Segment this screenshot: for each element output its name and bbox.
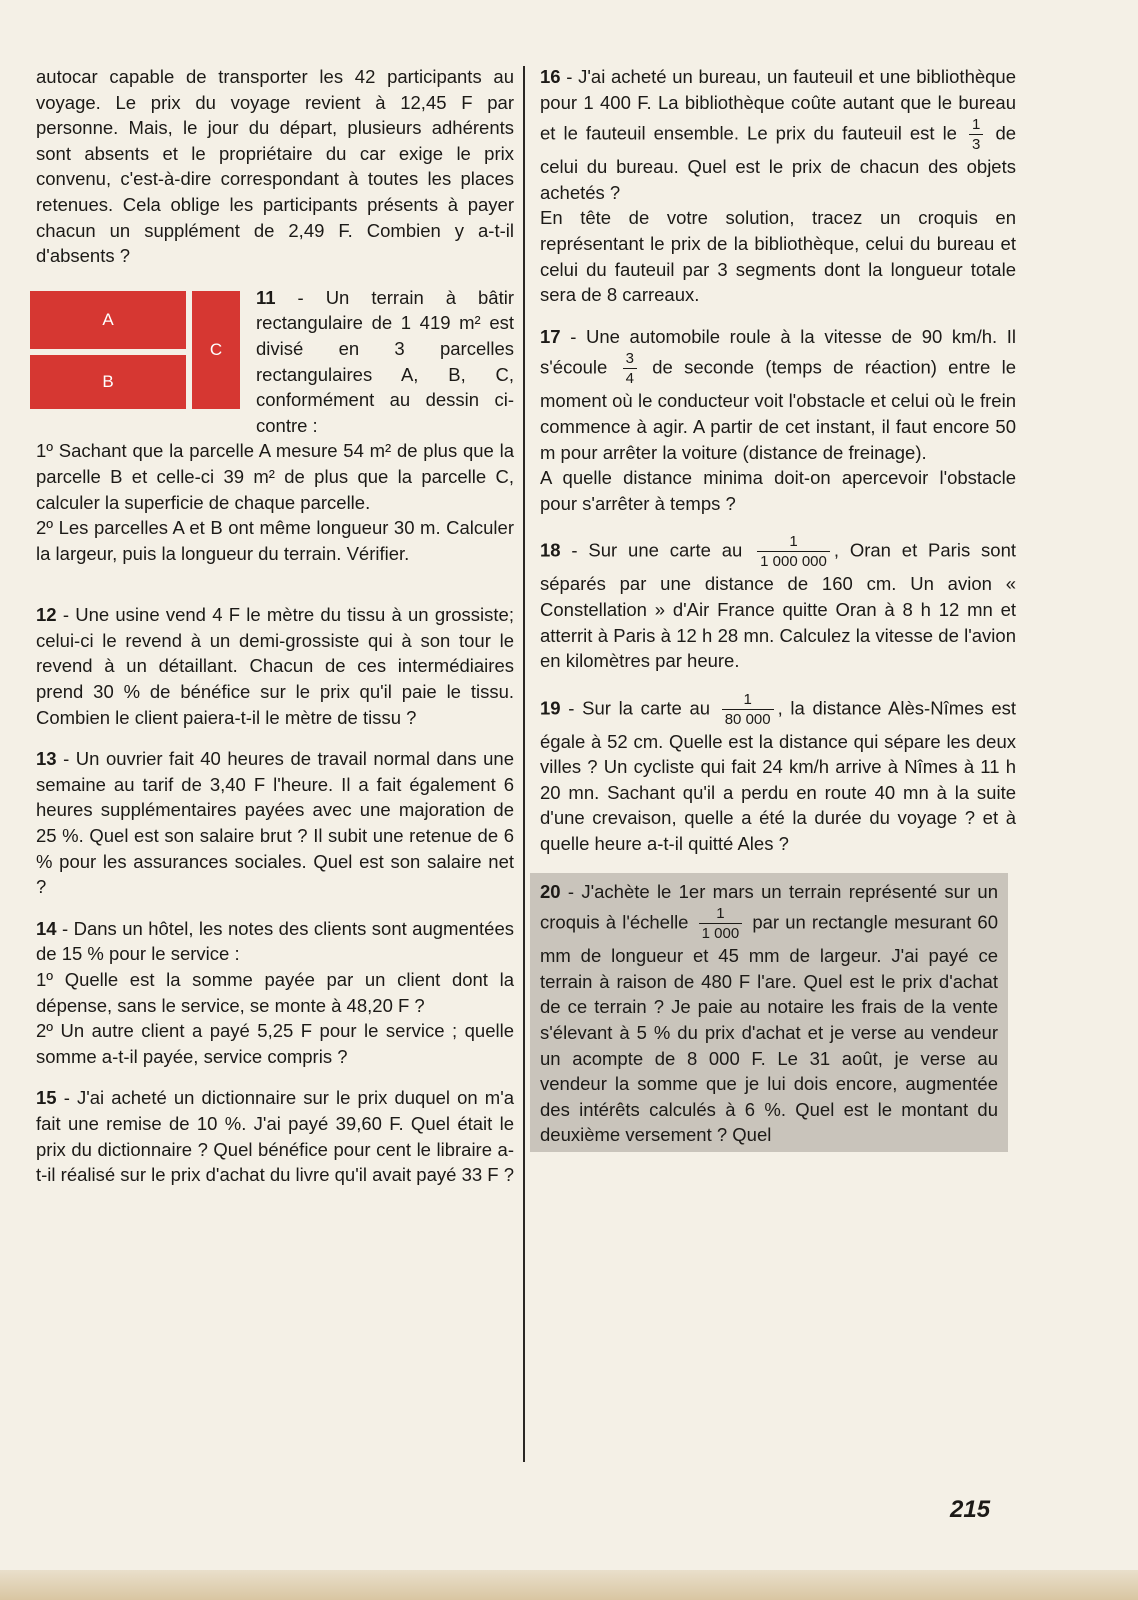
fraction-numerator: 1 xyxy=(716,905,725,923)
exercise-11-statement xyxy=(256,285,514,439)
exercise-text: , Oran et Paris sont séparés par une distance de 160 cm. Un avion « Constellation » d'Air France quitte Oran à 8 h 12 mn et atterrit à Paris à 12 h 28 mn. Calculez la vitesse de l'avion en kilomètres par heure. xyxy=(540,539,1017,672)
exercise-text: - J'ai acheté un dictionnaire sur le prix duquel on m'a fait une remise de 10 %. J'ai payé 39,60 F. Quel était le prix du dictionnaire ? Quel bénéfice pour cent le libraire a-t-il réalisé sur le prix d'achat du livre qu'il avait payé 33 F ? xyxy=(36,1087,515,1186)
page-number: 215 xyxy=(950,1496,991,1523)
exercise-text: - Dans un hôtel, les notes des clients sont augmentées de 15 % pour le service : xyxy=(36,917,515,965)
fraction-numerator: 3 xyxy=(625,350,634,368)
exercise-13 xyxy=(36,746,514,900)
exercise-12 xyxy=(36,602,514,730)
exercise-15 xyxy=(36,1085,514,1187)
exercise-number: 20 xyxy=(540,880,561,902)
exercise-text: - Un terrain à bâtir rectangulaire de 1 419 m² est divisé en 3 parcelles rectangulaires A, B, C, conformément au dessin ci-contre : xyxy=(256,286,514,436)
exercise-20 xyxy=(530,873,1008,1152)
fraction xyxy=(757,532,830,571)
parcel-c: C xyxy=(192,291,240,409)
exercise-number: 17 xyxy=(540,325,561,347)
exercise-10-continuation: autocar capable de transporter les 42 participants au voyage. Le prix du voyage revient à 12,45 F par personne. Mais, le jour du départ, plusieurs adhérents sont absents et le propriétaire du car exige le prix convenu, c'est-à-dire correspondant à toutes les places retenues. Cela oblige les participants présents à payer chacun un supplément de 2,49 F. Combien y a-t-il d'absents ? xyxy=(36,66,514,267)
exercise-14-statement xyxy=(36,916,514,967)
parcel-b: B xyxy=(30,355,186,409)
exercise-11 xyxy=(36,285,514,567)
exercise-text: de seconde (temps de réaction) entre le moment où le conducteur voit l'obstacle et celui où le frein commence à agir. A partir de cet instant, il faut encore 50 m pour arrêter la voiture (distance de freinage). xyxy=(540,356,1017,463)
exercise-text: - Une automobile roule à la vitesse de 90 km/h. Il s'écoule xyxy=(540,325,1016,378)
exercise-number: 15 xyxy=(36,1087,57,1109)
fraction xyxy=(699,904,743,943)
exercise-17 xyxy=(540,324,1016,517)
exercise-number: 19 xyxy=(540,697,561,719)
exercise-text: - J'ai acheté un bureau, un fauteuil et une bibliothèque pour 1 400 F. La bibliothèque coûte autant que le bureau et le fauteuil ensemble. Le prix du fauteuil est le xyxy=(540,66,1017,144)
fraction-numerator: 1 xyxy=(743,690,752,708)
exercise-number: 18 xyxy=(540,539,561,561)
exercise-text: - J'achète le 1er mars un terrain représenté sur un croquis à l'échelle xyxy=(540,880,998,933)
exercise-16-statement xyxy=(540,64,1016,205)
fraction-numerator: 1 xyxy=(789,533,798,551)
fraction-denominator: 3 xyxy=(969,134,983,154)
exercise-text: - Sur la carte au xyxy=(568,697,711,719)
fraction-denominator: 1 000 xyxy=(699,923,743,943)
exercise-17-statement xyxy=(540,324,1016,465)
exercise-number: 11 xyxy=(256,286,276,308)
exercise-16-instruction: En tête de votre solution, tracez un croquis en représentant le prix de la bibliothèque, celui du bureau et celui du fauteuil par 3 segments dont la longueur totale sera de 8 carreaux. xyxy=(540,207,1016,306)
exercise-14-question-2: 2º Un autre client a payé 5,25 F pour le service ; quelle somme a-t-il payée, service compris ? xyxy=(36,1020,514,1067)
exercise-16 xyxy=(540,64,1016,308)
exercise-18 xyxy=(540,532,1016,673)
exercise-14-question-1: 1º Quelle est la somme payée par un client dont la dépense, sans le service, se monte à 48,20 F ? xyxy=(36,969,514,1016)
exercise-11-question-1: 1º Sachant que la parcelle A mesure 54 m² de plus que la parcelle B et celle-ci 39 m² de plus que la parcelle C, calculer la superficie de chaque parcelle. xyxy=(36,440,514,513)
exercise-number: 13 xyxy=(36,748,57,770)
exercise-11-question-2: 2º Les parcelles A et B ont même longueur 30 m. Calculer la largeur, puis la longueur du terrain. Vérifier. xyxy=(36,517,514,564)
fraction xyxy=(969,115,983,154)
exercise-text: par un rectangle mesurant 60 mm de longueur et 45 mm de largeur. J'ai payé ce terrain à raison de 480 F l'are. Quel est le prix d'achat de ce terrain ? Je paie au notaire les frais de la vente s'élevant à 5 % du prix d'achat et je verse au vendeur un acompte de 8 000 F. Le 31 août, je verse au vendeur la somme que je lui dois encore, augmentée des intérêts calculés à 6 %. Quel est le montant du deuxième versement ? Quel xyxy=(540,911,998,1146)
parcel-a: A xyxy=(30,291,186,349)
exercise-text: - Un ouvrier fait 40 heures de travail normal dans une semaine au tarif de 3,40 F l'heure. Il a fait également 6 heures supplémentaires payées avec une majoration de 25 %. Quel est son salaire brut ? Il subit une retenue de 6 % pour les assurances sociales. Quel est son salaire net ? xyxy=(36,748,514,898)
exercise-text: - Une usine vend 4 F le mètre du tissu à un grossiste; celui-ci le revend à un demi-grossiste qui à son tour le revend à un détaillant. Chacun de ces intermédiaires prend 30 % de bénéfice sur le prix qu'il paie le tissu. Combien le client paiera-t-il le mètre de tissu ? xyxy=(36,604,514,728)
exercise-text: - Sur une carte au xyxy=(571,539,743,561)
terrain-diagram xyxy=(30,291,240,409)
exercise-14 xyxy=(36,916,514,1070)
fraction-numerator: 1 xyxy=(972,116,981,134)
fraction-denominator: 4 xyxy=(623,368,637,388)
fraction-denominator: 80 000 xyxy=(722,709,774,729)
right-column xyxy=(540,64,1016,1168)
exercise-number: 12 xyxy=(36,604,57,626)
exercise-19 xyxy=(540,690,1016,857)
left-column xyxy=(36,64,514,1204)
page-edge xyxy=(0,1570,1138,1600)
exercise-number: 16 xyxy=(540,66,561,87)
exercise-text: de celui du bureau. Quel est le prix de chacun des objets achetés ? xyxy=(540,122,1017,203)
fraction xyxy=(722,690,774,729)
exercise-text: , la distance Alès-Nîmes est égale à 52 cm. Quelle est la distance qui sépare les deux villes ? Un cycliste qui fait 24 km/h arrive à Nîmes à 11 h 20 mn. Sachant qu'il a perdu en route 40 mn à la suite d'une crevaison, quelle a été la durée du voyage ? et à quelle heure a-t-il quitté Ales ? xyxy=(540,697,1017,855)
exercise-number: 14 xyxy=(36,917,57,939)
column-divider xyxy=(523,66,525,1462)
fraction xyxy=(623,349,637,388)
exercise-17-question: A quelle distance minima doit-on apercevoir l'obstacle pour s'arrêter à temps ? xyxy=(540,467,1016,514)
fraction-denominator: 1 000 000 xyxy=(757,551,830,571)
